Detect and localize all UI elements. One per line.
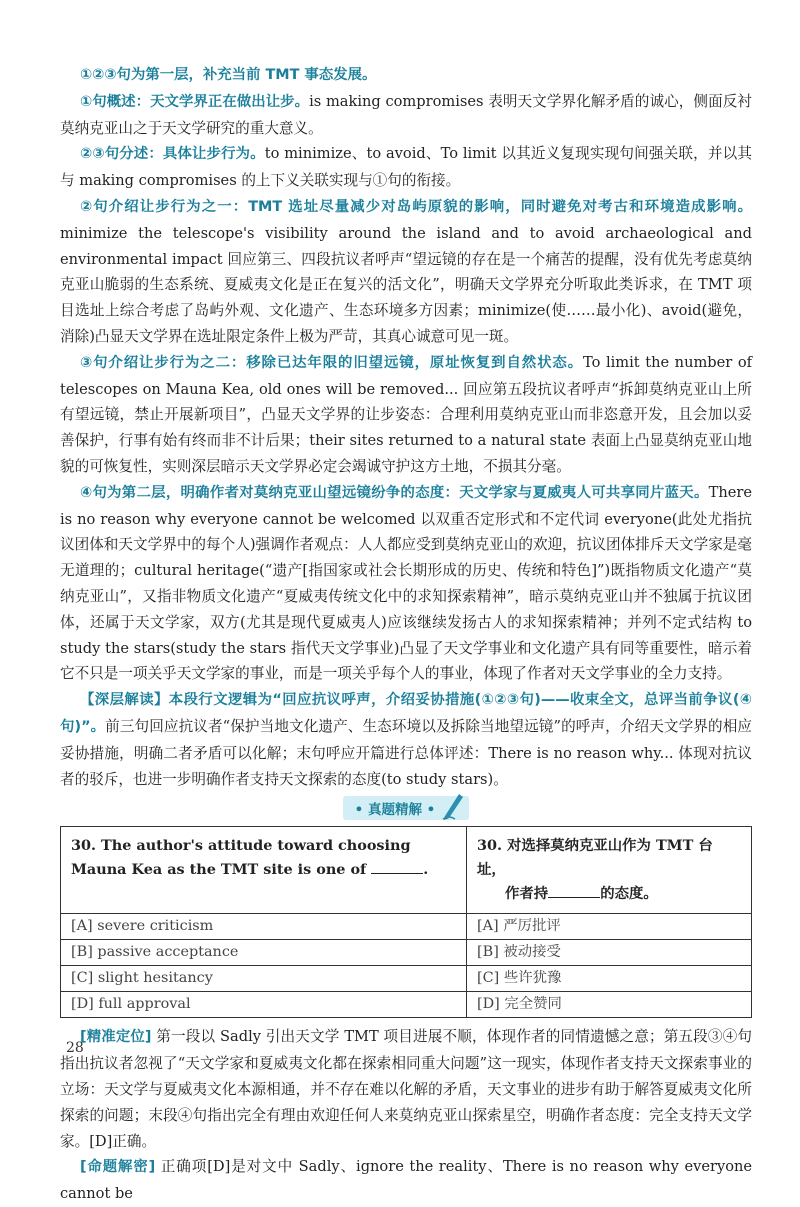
banner-label: • 真题精解 •: [354, 802, 436, 819]
paragraph-sentence-1: [60, 89, 752, 142]
stem-text-en: 30. The author's attitude toward choosing Mauna Kea as the TMT site is one of: [71, 837, 411, 879]
paragraph-body: minimize the telescope's visibility around the island and to avoid archaeological and environmental impact 回应第三、四段抗议者呼声“望远镜的存在是一个痛苦的提醒，没有优先考虑莫纳克亚山脆弱的生态系统、夏威夷文化是正在复兴的活文化”，明确天文学界充分听取此类诉求，在 TMT 项目选址上综合考虑了岛屿外观、文化遗产、生态环境多方因素；minimize(使……最小化)、avoid(避免，消除)凸显天文学界在选址限定条件上极为严苛，其真心诚意可见一斑。: [60, 224, 752, 345]
analysis-heading: [命题解密]: [80, 1159, 156, 1176]
paragraph-body: to minimize、to avoid、To limit 以其近义复现实现句间强关联，并以其与 making compromises 的上下义关联实现与①句的衔接。: [60, 145, 752, 190]
option-row: [61, 940, 752, 966]
option-row: [61, 914, 752, 940]
option-row: [61, 992, 752, 1018]
question-stem-cn: [467, 827, 752, 914]
option-c-cn: [C] 些许犹豫: [467, 966, 752, 992]
paragraph-heading: ②句介绍让步行为之一：TMT 选址尽量减少对岛屿原貌的影响，同时避免对考古和环境造成影响。: [80, 198, 752, 215]
paragraph-sentence-2: [60, 194, 752, 350]
paragraph-heading: ④句为第二层，明确作者对莫纳克亚山望远镜纷争的态度：天文学家与夏威夷人可共享同片蓝天。: [80, 484, 709, 501]
analysis-decode: [60, 1154, 752, 1207]
question-stem-row: [61, 827, 752, 914]
option-a-cn: [A] 严厉批评: [467, 914, 752, 940]
paragraph-body: is making compromises 表明天文学界化解矛盾的诚心，侧面反衬莫纳克亚山之于天文学研究的重大意义。: [60, 92, 753, 137]
question-stem-en: [61, 827, 467, 914]
analysis-body: 第一段以 Sadly 引出天文学 TMT 项目进展不顺，体现作者的同情遗憾之意；第五段③④句指出抗议者忽视了“天文学家和夏威夷文化都在探索相同重大问题”这一现实，体现作者支持天文探索事业的立场：天文学与夏威夷文化本源相通，并不存在难以化解的矛盾，天文事业的进步有助于解答夏威夷文化所探索的问题；末段④句指出完全有理由欢迎任何人来莫纳克亚山探索星空，明确作者态度：完全支持天文学家。[D]正确。: [60, 1028, 753, 1150]
paragraph-sentence-2-3: [60, 141, 752, 194]
analysis-location: [60, 1024, 752, 1154]
option-row: [61, 966, 752, 992]
option-d-en: [D] full approval: [61, 992, 467, 1018]
option-d-cn: [D] 完全赞同: [467, 992, 752, 1018]
page-content: [60, 62, 752, 1207]
option-b-cn: [B] 被动接受: [467, 940, 752, 966]
paragraph-body: There is no reason why everyone cannot be welcomed 以双重否定形式和不定代词 everyone(此处尤指抗议团体和天文学界中的每个人)强调作者观点：人人都应受到莫纳克亚山的欢迎，抗议团体排斥天文学家是毫无道理的；cultural heritage(“遗产[指国家或社会长期形成的历史、传统和特色]”)既指物质文化遗产“莫纳克亚山”，又指非物质文化遗产“夏威夷传统文化中的求知探索精神”，暗示莫纳克亚山并不独属于抗议团体，还属于天文学家，双方(尤其是现代夏威夷人)应该继续发扬古人的求知探索精神；并列不定式结构 to study the stars(study the stars 指代天文学事业)凸显了天文学事业和文化遗产具有同等重要性，暗示着它不只是一项关乎天文学家的事业，而是一项关乎每个人的事业，体现了作者对天文学事业的全力支持。: [60, 483, 752, 683]
option-a-en: [A] severe criticism: [61, 914, 467, 940]
paragraph-body: To limit the number of telescopes on Mauna Kea, old ones will be removed... 回应第五段抗议者呼声“拆卸莫纳克亚山上所有望远镜，禁止开展新项目”，凸显天文学界的让步姿态：合理利用莫纳克亚山而非恣意开发，且会加以妥善保护，行事有始有终而非不计后果；their sites returned to a natural state 表面上凸显莫纳克亚山地貌的可恢复性，实则深层暗示天文学界必定会竭诚守护这方土地，不损其分毫。: [60, 353, 753, 475]
section-banner: [343, 796, 470, 820]
paragraph-heading: ①句概述：天文学界正在做出让步。: [80, 93, 310, 110]
stem-text-cn-line2b: 的态度。: [600, 885, 658, 903]
paragraph-heading: ③句介绍让步行为之二：移除已达年限的旧望远镜，原址恢复到自然状态。: [80, 354, 583, 371]
answer-blank: [371, 859, 423, 874]
paragraph-heading: ①②③句为第一层，补充当前 TMT 事态发展。: [80, 67, 377, 83]
section-banner-wrap: [60, 796, 752, 820]
pen-icon: [441, 790, 467, 820]
paragraph-deep-reading: [60, 687, 752, 792]
page-number: 28: [66, 1040, 84, 1056]
paragraph-heading: ②③句分述：具体让步行为。: [80, 146, 265, 163]
stem-text-cn-line1: 30. 对选择莫纳克亚山作为 TMT 台址，: [477, 837, 713, 879]
question-table: [60, 826, 752, 1018]
answer-blank: [548, 883, 600, 898]
paragraph-heading: 【深层解读】本段行文逻辑为“回应抗议呼声，介绍妥协措施(①②③句)——收束全文，总评当前争议(④句)”。: [60, 692, 752, 735]
paragraph-sentence-3: [60, 350, 752, 480]
paragraph-body: 前三句回应抗议者“保护当地文化遗产、生态环境以及拆除当地望远镜”的呼声，介绍天文学界的相应妥协措施，明确二者矛盾可以化解；末句呼应开篇进行总体评述：There is no reason why... 体现对抗议者的驳斥，也进一步明确作者支持天文探索的态度(to study stars)。: [60, 717, 752, 788]
paragraph-sentence-4: [60, 480, 752, 687]
paragraph-layer-1: [60, 62, 752, 89]
stem-text-cn-line2a: 作者持: [505, 885, 549, 903]
option-c-en: [C] slight hesitancy: [61, 966, 467, 992]
stem-end-en: .: [423, 861, 429, 879]
analysis-heading: [精准定位]: [80, 1029, 152, 1046]
analysis-body: 正确项[D]是对文中 Sadly、ignore the reality、There is no reason why everyone cannot be: [60, 1158, 753, 1203]
option-b-en: [B] passive acceptance: [61, 940, 467, 966]
